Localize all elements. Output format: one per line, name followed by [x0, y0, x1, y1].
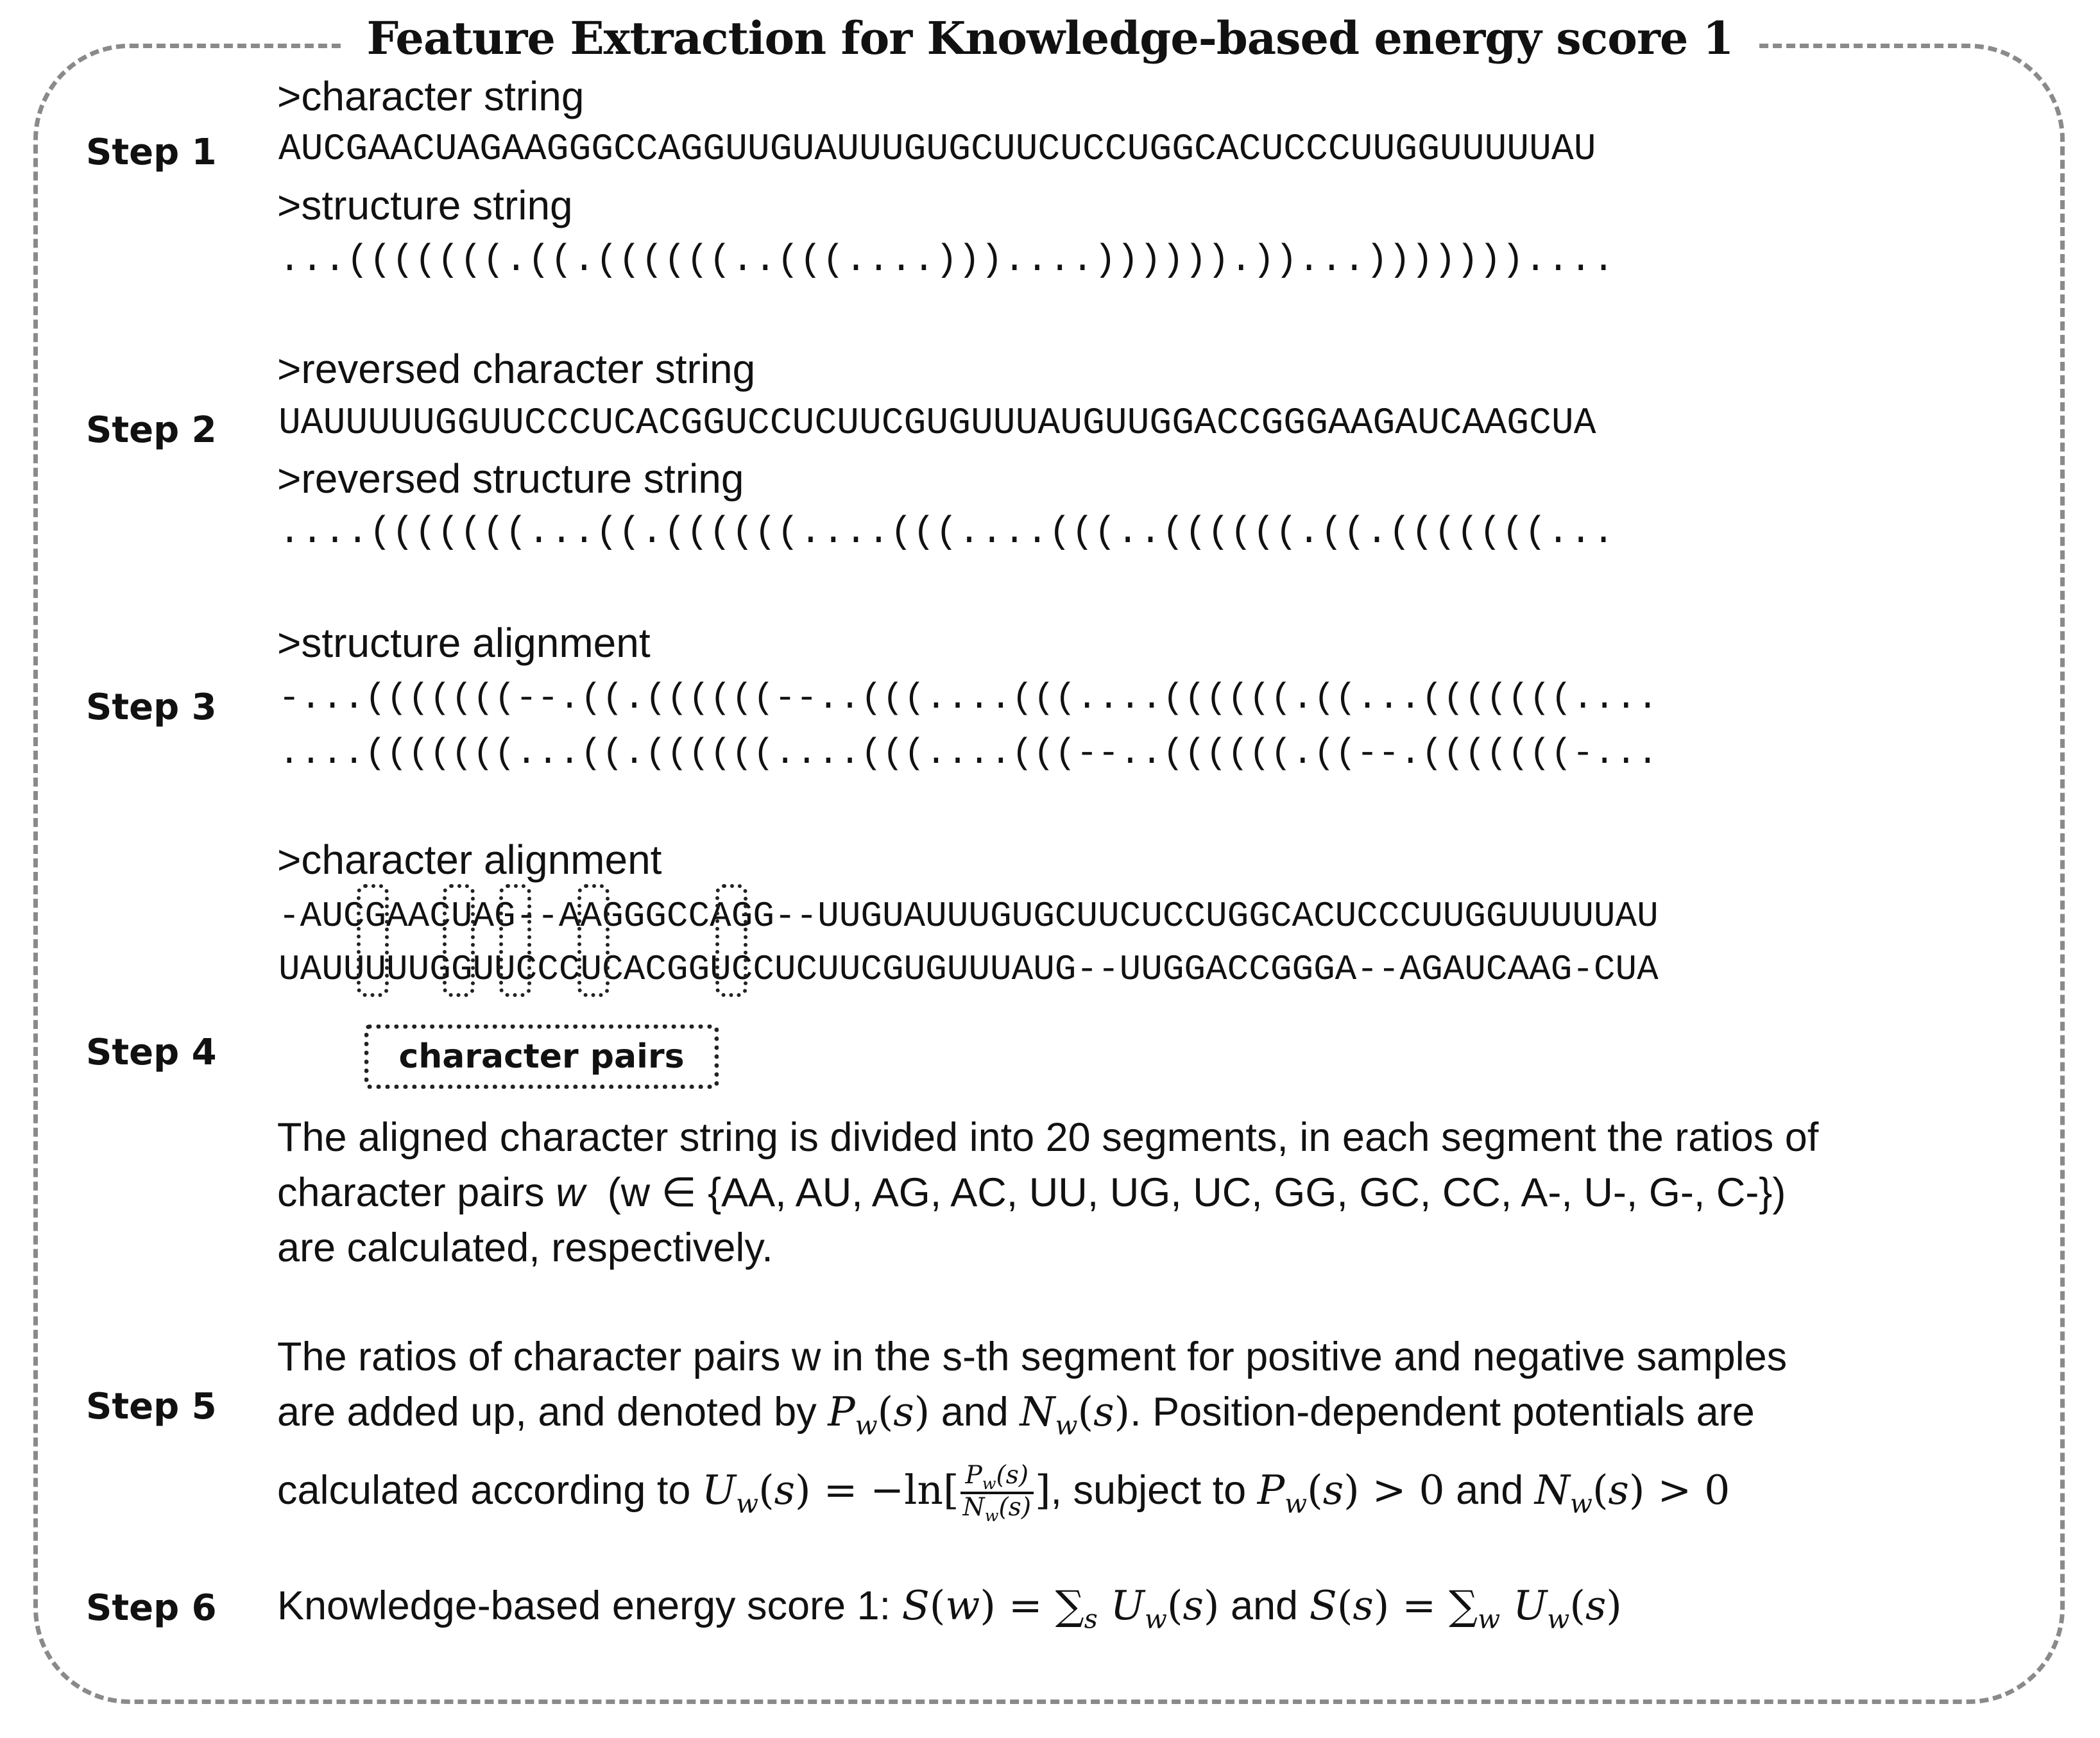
- reversed-character-string-seq: UAUUUUUGGUUCCCUCACGGUCCUCUUCGUGUUUAUGUUGGACCGGGAAGAUCAAGCUA: [278, 403, 1596, 445]
- step4-line2: [277, 1165, 2061, 1220]
- pair-highlight-box: [577, 884, 610, 997]
- structure-alignment-line2: ....(((((((...((.((((((....(((....(((--..((((((.((--.(((((((-...: [278, 733, 1659, 774]
- score-formula-w: $S(w) = \sum_s$ $U_w(s)$: [901, 1582, 1220, 1635]
- step5-line3-a: calculated according to: [277, 1467, 691, 1513]
- structure-string-seq: ...(((((((.((.((((((..(((....)))....)))))).))...)))))))....: [278, 240, 1616, 282]
- character-pairs-label: character pairs: [398, 1037, 685, 1076]
- step5-line2-c: . Position-dependent potentials are: [1130, 1390, 1755, 1435]
- title-text: Feature Extraction for Knowledge-based energy score 1: [343, 12, 1758, 65]
- character-alignment-line2: UAUUUUUGGUUCCCUCACGGUCCUCUUCGUGUUUAUG--UUGGACCGGGA--AGAUCAAG-CUA: [278, 949, 1659, 990]
- step4-line3: are calculated, respectively.: [277, 1225, 773, 1270]
- pair-highlight-box: [443, 884, 475, 997]
- reversed-structure-string-header: >reversed structure string: [277, 456, 744, 502]
- w-symbol: w: [556, 1170, 585, 1215]
- pair-highlight-box: [499, 884, 531, 997]
- step6-description: [277, 1578, 2061, 1647]
- step4-label: Step 4: [86, 1032, 217, 1073]
- step4-line2-text: character pairs: [277, 1170, 545, 1215]
- character-alignment-header: >character alignment: [277, 837, 662, 883]
- step2-label: Step 2: [86, 409, 217, 451]
- step5-line2-b: and: [941, 1390, 1009, 1435]
- score-formula-s: $S(s) = \sum_w$ $U_w(s)$: [1309, 1582, 1622, 1635]
- pair-highlight-box: [357, 884, 389, 997]
- structure-alignment-line1: -...(((((((--.((.((((((--..(((....(((....((((((.((...(((((((....: [278, 677, 1659, 719]
- step4-line1: The aligned character string is divided into 20 segments, in each segment the ratios of: [277, 1115, 1819, 1160]
- step5-line2: [277, 1384, 2061, 1453]
- reversed-character-string-header: >reversed character string: [277, 346, 756, 392]
- n-condition: $N_w(s) > 0$: [1534, 1466, 1730, 1519]
- step5-line2-a: are added up, and denoted by: [277, 1390, 817, 1435]
- potential-formula: $U_w(s) = -\ln$[ $\frac{P_w(s)}{N_w(s)}$ ]: [701, 1460, 1051, 1525]
- step5-line3-b: , subject to: [1050, 1467, 1247, 1513]
- step3-label: Step 3: [86, 686, 217, 728]
- pair-set-expression: (w ∈ {AA, AU, AG, AC, UU, UG, UC, GG, GC, CC, A-, U-, G-, C-}): [607, 1170, 1786, 1215]
- step5-label: Step 5: [86, 1386, 217, 1427]
- p-condition: $P_w(s) > 0$: [1257, 1466, 1445, 1519]
- reversed-structure-string-seq: ....(((((((...((.((((((....(((....(((..((((((.((.(((((((...: [278, 512, 1616, 554]
- pair-highlight-box: [715, 884, 747, 997]
- step5-description: [277, 1329, 2061, 1531]
- character-pairs-box: [364, 1025, 719, 1089]
- step6-and: and: [1230, 1583, 1299, 1628]
- character-string-header: >character string: [277, 73, 585, 119]
- character-alignment-line1: -AUCGAACUAG--AAGGGCCAGG--UUGUAUUUGUGCUUCUCCUGGCACUCCCUUGGUUUUUAU: [278, 896, 1659, 937]
- n-w-s: $N_w(s)$: [1020, 1388, 1131, 1441]
- step5-line1: The ratios of character pairs w in the s-th segment for positive and negative samples: [277, 1334, 1788, 1379]
- step6-text: Knowledge-based energy score 1:: [277, 1583, 891, 1628]
- step5-line3-c: and: [1456, 1467, 1524, 1513]
- figure-title: [0, 12, 2100, 65]
- character-string-seq: AUCGAACUAGAAGGGCCAGGUUGUAUUUGUGCUUCUCCUGGCACUCCCUUGGUUUUUAU: [278, 129, 1596, 171]
- step6-label: Step 6: [86, 1587, 217, 1629]
- step4-description: [277, 1110, 2061, 1275]
- step1-label: Step 1: [86, 132, 217, 173]
- step5-line3: [277, 1462, 2061, 1531]
- structure-string-header: >structure string: [277, 182, 573, 228]
- structure-alignment-header: >structure alignment: [277, 620, 651, 666]
- p-w-s: $P_w(s)$: [828, 1388, 930, 1441]
